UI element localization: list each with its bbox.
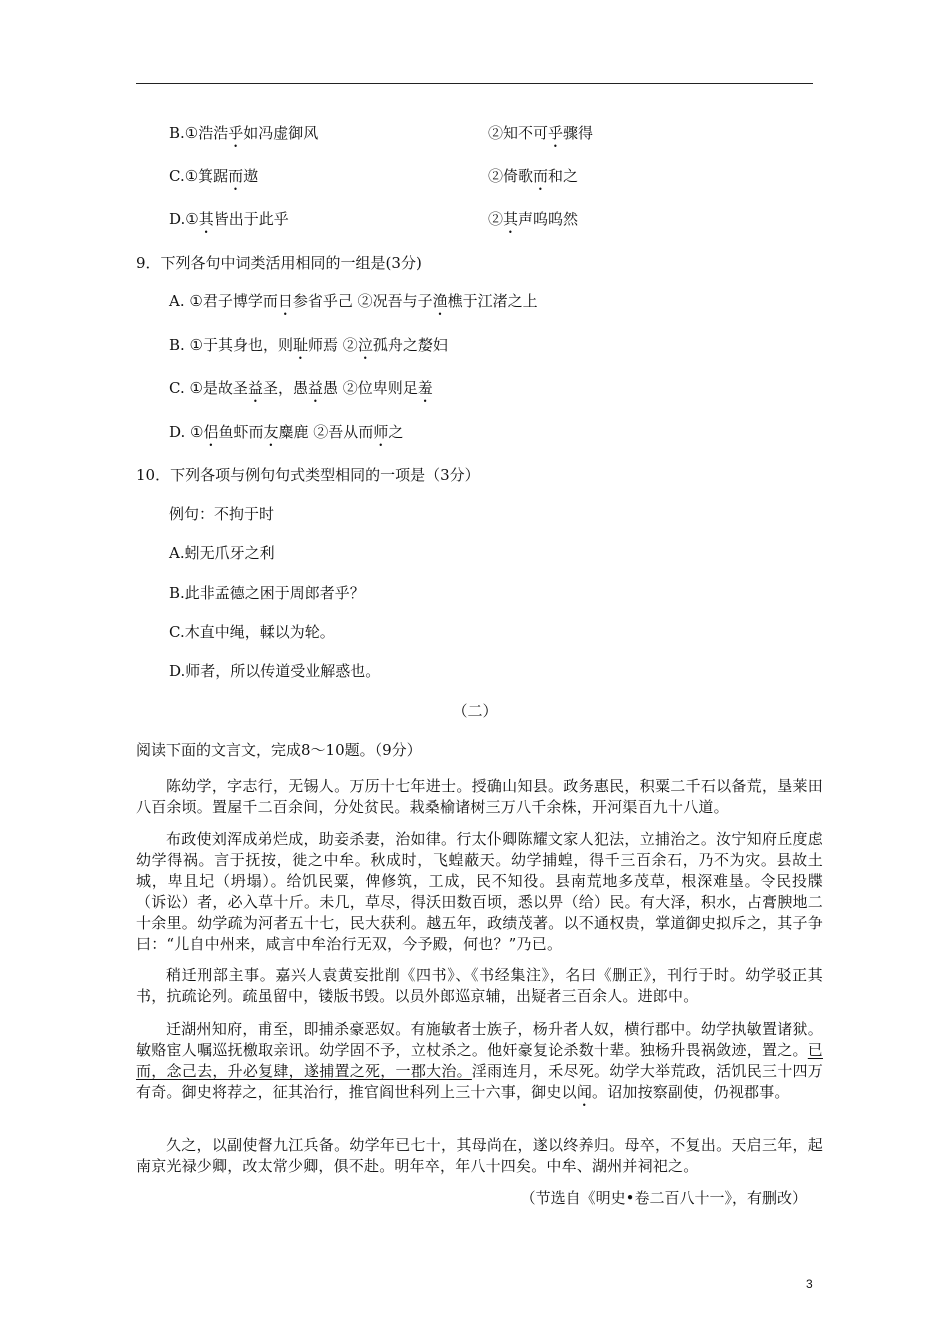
passage-text: 淫雨连月，禾尽死。幼学大举荒政，活饥民三十四万有奇。御史将荐之，征其治行，推官阎世科列上三十六事，御史以 (136, 1062, 824, 1101)
q9-option-a (169, 291, 538, 319)
option-text: C. ①是故圣 (169, 379, 248, 397)
passage-paragraph-1: 陈幼学，字志行，无锡人。万历十七年进士。授确山知县。政务惠民，积粟二千石以备荒，垦莱田八百余顷。置屋千二百余间，分处贫民。栽桑榆诸树三万八千余株，开河渠百九十八道。 (136, 777, 823, 816)
option-text: 愚 ②位卑则足 (322, 379, 418, 397)
passage-text: 迁湖州知府，甫至，即捕杀豪恶奴。有施敏者士族子，杨升者人奴，横行郡中。幼学执敏置诸狱。敏赂宦人嘱巡抚檄取亲讯。幼学固不予，立杖杀之。他奸豪复论杀数十辈。独杨升畏祸敛迹，置之。 (136, 1020, 823, 1059)
dotted-char: 泣 (357, 336, 373, 354)
dotted-char: 师 (373, 423, 389, 441)
option-text: 如冯虚御风 (243, 124, 319, 142)
option-text: 师焉 ② (308, 336, 358, 354)
dotted-char: 益 (307, 379, 323, 397)
dotted-char: 乎 (548, 124, 564, 142)
dotted-char: 乎 (228, 124, 244, 142)
option-text: D.① (169, 210, 199, 228)
q8-option-d (169, 209, 579, 237)
q9-option-d (169, 422, 403, 450)
option-text: 樵于江渚之上 (447, 292, 538, 310)
q8-option-b (169, 123, 594, 151)
q10-stem: 10．下列各项与例句句式类型相同的一项是（3分） (136, 466, 480, 484)
passage-text: 。诏加按察副使，仍视郡事。 (592, 1083, 790, 1101)
q9-option-b (169, 335, 448, 363)
dotted-char: 侣 (203, 423, 219, 441)
passage-paragraph-5: 久之，以副使督九江兵备。幼学年已七十，其母尚在，遂以终养归。母卒，不复出。天启三年，起南京光禄少卿，改太常少卿，俱不赴。明年卒，年八十四矣。中牟、湖州并祠祀之。 (136, 1136, 823, 1175)
passage-paragraph-2: 布政使刘浑成弟烂成，助妾杀妻，治如律。行太仆卿陈耀文家人犯法，立捕治之。汝宁知府丘度虑幼学得祸。言于抚按，徙之中牟。秋成时，飞蝗蔽天。幼学捕蝗，得千三百余石，乃不为灾。县故土城，卑且圮（坍塌）。给饥民粟，俾修筑，工成，民不知役。县南荒地多茂草，根深难垦。令民投牒（诉讼）者，必入草十斤。未几，草尽，得沃田数百顷，悉以畀（给）民。有大泽，积水，占膏腴地二十余里。幼学疏为河者五十七，民大获利。越五年，政绩茂著。以不通权贵，掌道御史拟斥之，其子争曰：“儿自中州来，咸言中牟治行无双，今予殿，何也？”乃已。 (136, 830, 823, 953)
option-text: 圣，愚 (262, 379, 308, 397)
source-citation: （节选自《明史•卷二百八十一》，有删改） (520, 1189, 807, 1207)
dotted-char: 益 (247, 379, 263, 397)
option-text: 之 (388, 423, 404, 441)
option-text: B. ①于其身也，则 (169, 336, 294, 354)
page-number: 3 (806, 1277, 813, 1291)
q9-option-c (169, 378, 433, 406)
q10-option-b: B.此非孟德之困于周郎者乎？ (169, 584, 365, 602)
option-text: 和之 (548, 167, 579, 185)
option-text: 皆出于此乎 (213, 210, 289, 228)
option-text: ②知不可 (488, 124, 549, 142)
dotted-char: 而 (533, 167, 549, 185)
option-text: 麋鹿 ②吾从而 (278, 423, 374, 441)
option-text: 骤得 (563, 124, 594, 142)
dotted-char: 而 (228, 167, 244, 185)
dotted-char: 其 (503, 210, 519, 228)
passage-paragraph-3: 稍迁刑部主事。嘉兴人袁黄妄批削《四书》、《书经集注》，名曰《删正》，刊行于时。幼学驳正其书，抗疏论列。疏虽留中，镂版书毁。以员外郎巡京辅，出疑者三百余人。进郎中。 (136, 966, 823, 1005)
option-text: D. ① (169, 423, 204, 441)
option-text: 鱼虾而 (218, 423, 264, 441)
q10-example: 例句：不拘于时 (169, 505, 275, 523)
option-text: ②倚歌 (488, 167, 534, 185)
q10-option-c: C.木直中绳，輮以为轮。 (169, 623, 335, 641)
q8-option-c (169, 166, 579, 194)
dotted-char: 渔 (432, 292, 448, 310)
option-text: B.①浩浩 (169, 124, 229, 142)
header-rule (136, 83, 813, 84)
q9-stem: 9．下列各句中词类活用相同的一组是(3分) (136, 254, 422, 272)
dotted-char: 日 (277, 292, 293, 310)
underlined-sentence: 已而，念己去，升必复肆，遂捕置之死，一郡大治。 (136, 1041, 823, 1080)
q10-option-d: D.师者，所以传道受业解惑也。 (169, 662, 381, 680)
option-text: C.①箕踞 (169, 167, 229, 185)
option-text: A. ①君子博学而 (169, 292, 278, 310)
dotted-char: 羞 (417, 379, 433, 397)
dotted-char: 其 (198, 210, 214, 228)
option-text: 遨 (243, 167, 259, 185)
q10-option-a: A.蚓无爪牙之利 (169, 544, 275, 562)
dotted-char: 闻 (576, 1083, 593, 1101)
dotted-char: 友 (263, 423, 279, 441)
dotted-char: 耻 (293, 336, 309, 354)
option-text: 孤舟之嫠妇 (372, 336, 448, 354)
option-text: 参省乎己 ②况吾与子 (292, 292, 433, 310)
reading-instruction: 阅读下面的文言文，完成8～10题。（9分） (136, 741, 422, 759)
option-text: 声呜呜然 (518, 210, 579, 228)
passage-paragraph-4 (136, 1019, 823, 1110)
option-text: ② (488, 210, 504, 228)
section-title: （二） (452, 702, 498, 720)
